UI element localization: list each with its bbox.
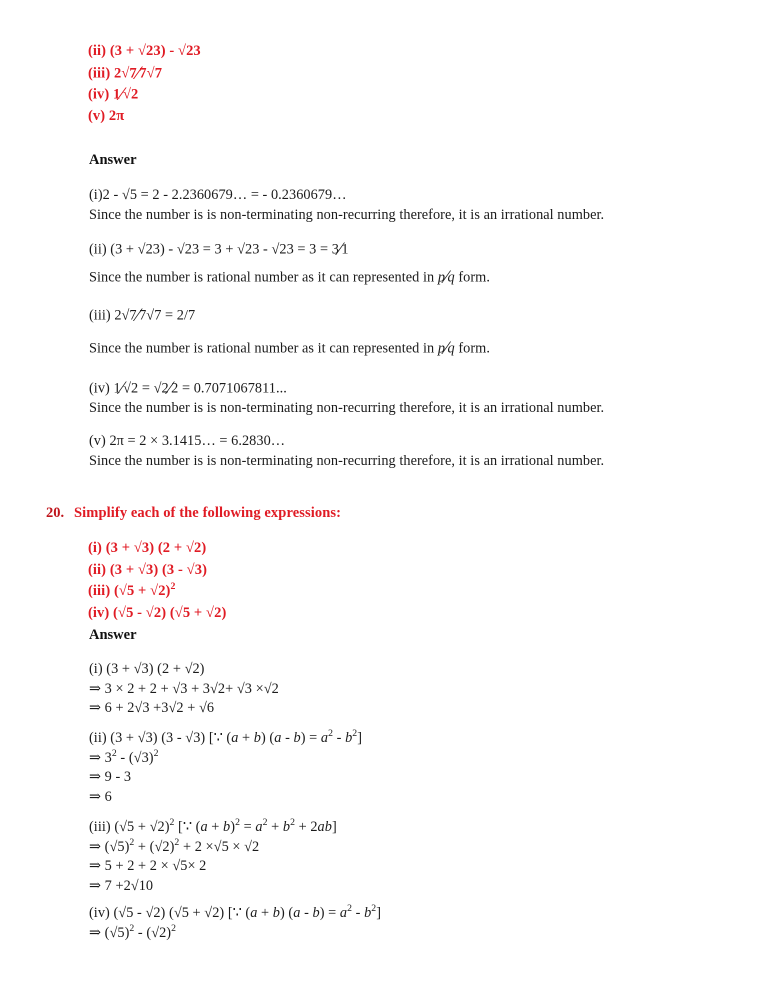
solution-line: (i) (3 + √3) (2 + √2): [89, 661, 205, 677]
answer-heading-19: Answer: [89, 152, 137, 168]
solution-line: ⇒ 6 + 2√3 +3√2 + √6: [89, 700, 215, 717]
answer-19-note-ii: [89, 268, 490, 288]
solution-line: ⇒ $3^2 - (√3)^2$: [89, 747, 159, 766]
answer-19-block-i: [89, 186, 604, 225]
q20-option-iv: (iv) (√5 - √2) (√5 + √2): [88, 604, 227, 621]
q19-option-v: (v) 2π: [88, 108, 125, 125]
q19-option-iv: (iv) 1⁄√2: [88, 84, 139, 106]
answer-heading-20: Answer: [89, 627, 137, 643]
solution-20-ii: [89, 729, 362, 807]
answer-line: (iv) 1⁄√2 = √2⁄2 = 0.7071067811...: [89, 378, 287, 399]
solution-line: ⇒ 9 - 3: [89, 769, 132, 786]
answer-line: Since the number is rational number as it can represented in p⁄q form.: [89, 338, 490, 359]
answer-line: Since the number is is non-terminating non-recurring therefore, it is an irrational number.: [89, 206, 605, 223]
answer-line: (ii) (3 + √23) - √23 = 3 + √23 - √23 = 3 = 3⁄1: [89, 239, 349, 260]
q19-option-ii: (ii) (3 + √23) - √23: [88, 43, 201, 59]
q20-option-ii: (ii) (3 + √3) (3 - √3): [88, 561, 208, 578]
answer-line: (i)2 - √5 = 2 - 2.2360679… = - 0.2360679…: [89, 187, 347, 203]
q20-option-i: (i) (3 + √3) (2 + √2): [88, 540, 207, 556]
solution-20-iii: [89, 818, 337, 896]
q19-option-iii: (iii) 2√7⁄7√7: [88, 62, 163, 84]
question-20-number: 20.: [46, 505, 65, 521]
solution-line: ⇒ 5 + 2 + 2 × √5× 2: [89, 858, 207, 875]
solution-line: ⇒ 6: [89, 788, 112, 805]
question-20-title: Simplify each of the following expressions:: [74, 505, 342, 521]
answer-line: Since the number is rational number as it can represented in p⁄q form.: [89, 267, 490, 288]
solution-20-i: [89, 660, 279, 719]
solution-20-iv: [89, 904, 381, 943]
answer-19-block-iii: [89, 306, 195, 326]
solution-line: (iv) (√5 - √2) (√5 + √2) [∵ (a + b) $(a - b) = a^2 - b^2$]: [89, 903, 382, 921]
solution-line: ⇒ 3 × 2 + 2 + √3 + 3√2+ √3 ×√2: [89, 680, 279, 697]
solution-line: ⇒ 7 +2√10: [89, 877, 154, 894]
solution-line: ⇒ $(√5)^2 - (√2)^2$: [89, 922, 177, 941]
solution-line: (iii) $(√5 + √2)^2$ [∵ $(a + b)^2 = a^2 + b^2 + 2ab$]: [89, 817, 337, 835]
q20-option-iii: (iii) $(√5 + √2)^2$: [88, 581, 176, 599]
answer-line: (iii) 2√7⁄7√7 = 2/7: [89, 305, 196, 326]
solution-line: ⇒ $(√5)^2 + (√2)^2 + 2 \times√5 \times √2$: [89, 836, 260, 855]
answer-19-block-v: [89, 432, 604, 471]
answer-19-block-ii: [89, 240, 349, 260]
answer-19-block-iv: [89, 379, 604, 419]
question-20-options: [88, 538, 226, 624]
answer-line: Since the number is is non-terminating non-recurring therefore, it is an irrational number.: [89, 452, 605, 469]
answer-19-note-iii: [89, 339, 490, 359]
answer-line: (v) 2π = 2 × 3.1415… = 6.2830…: [89, 433, 286, 449]
question-19-options: [88, 41, 201, 128]
answer-line: Since the number is is non-terminating non-recurring therefore, it is an irrational number.: [89, 400, 605, 417]
solution-line: (ii) (3 + √3) (3 - √3) [∵ (a + b) $(a - b) = a^2 - b^2$]: [89, 728, 363, 746]
